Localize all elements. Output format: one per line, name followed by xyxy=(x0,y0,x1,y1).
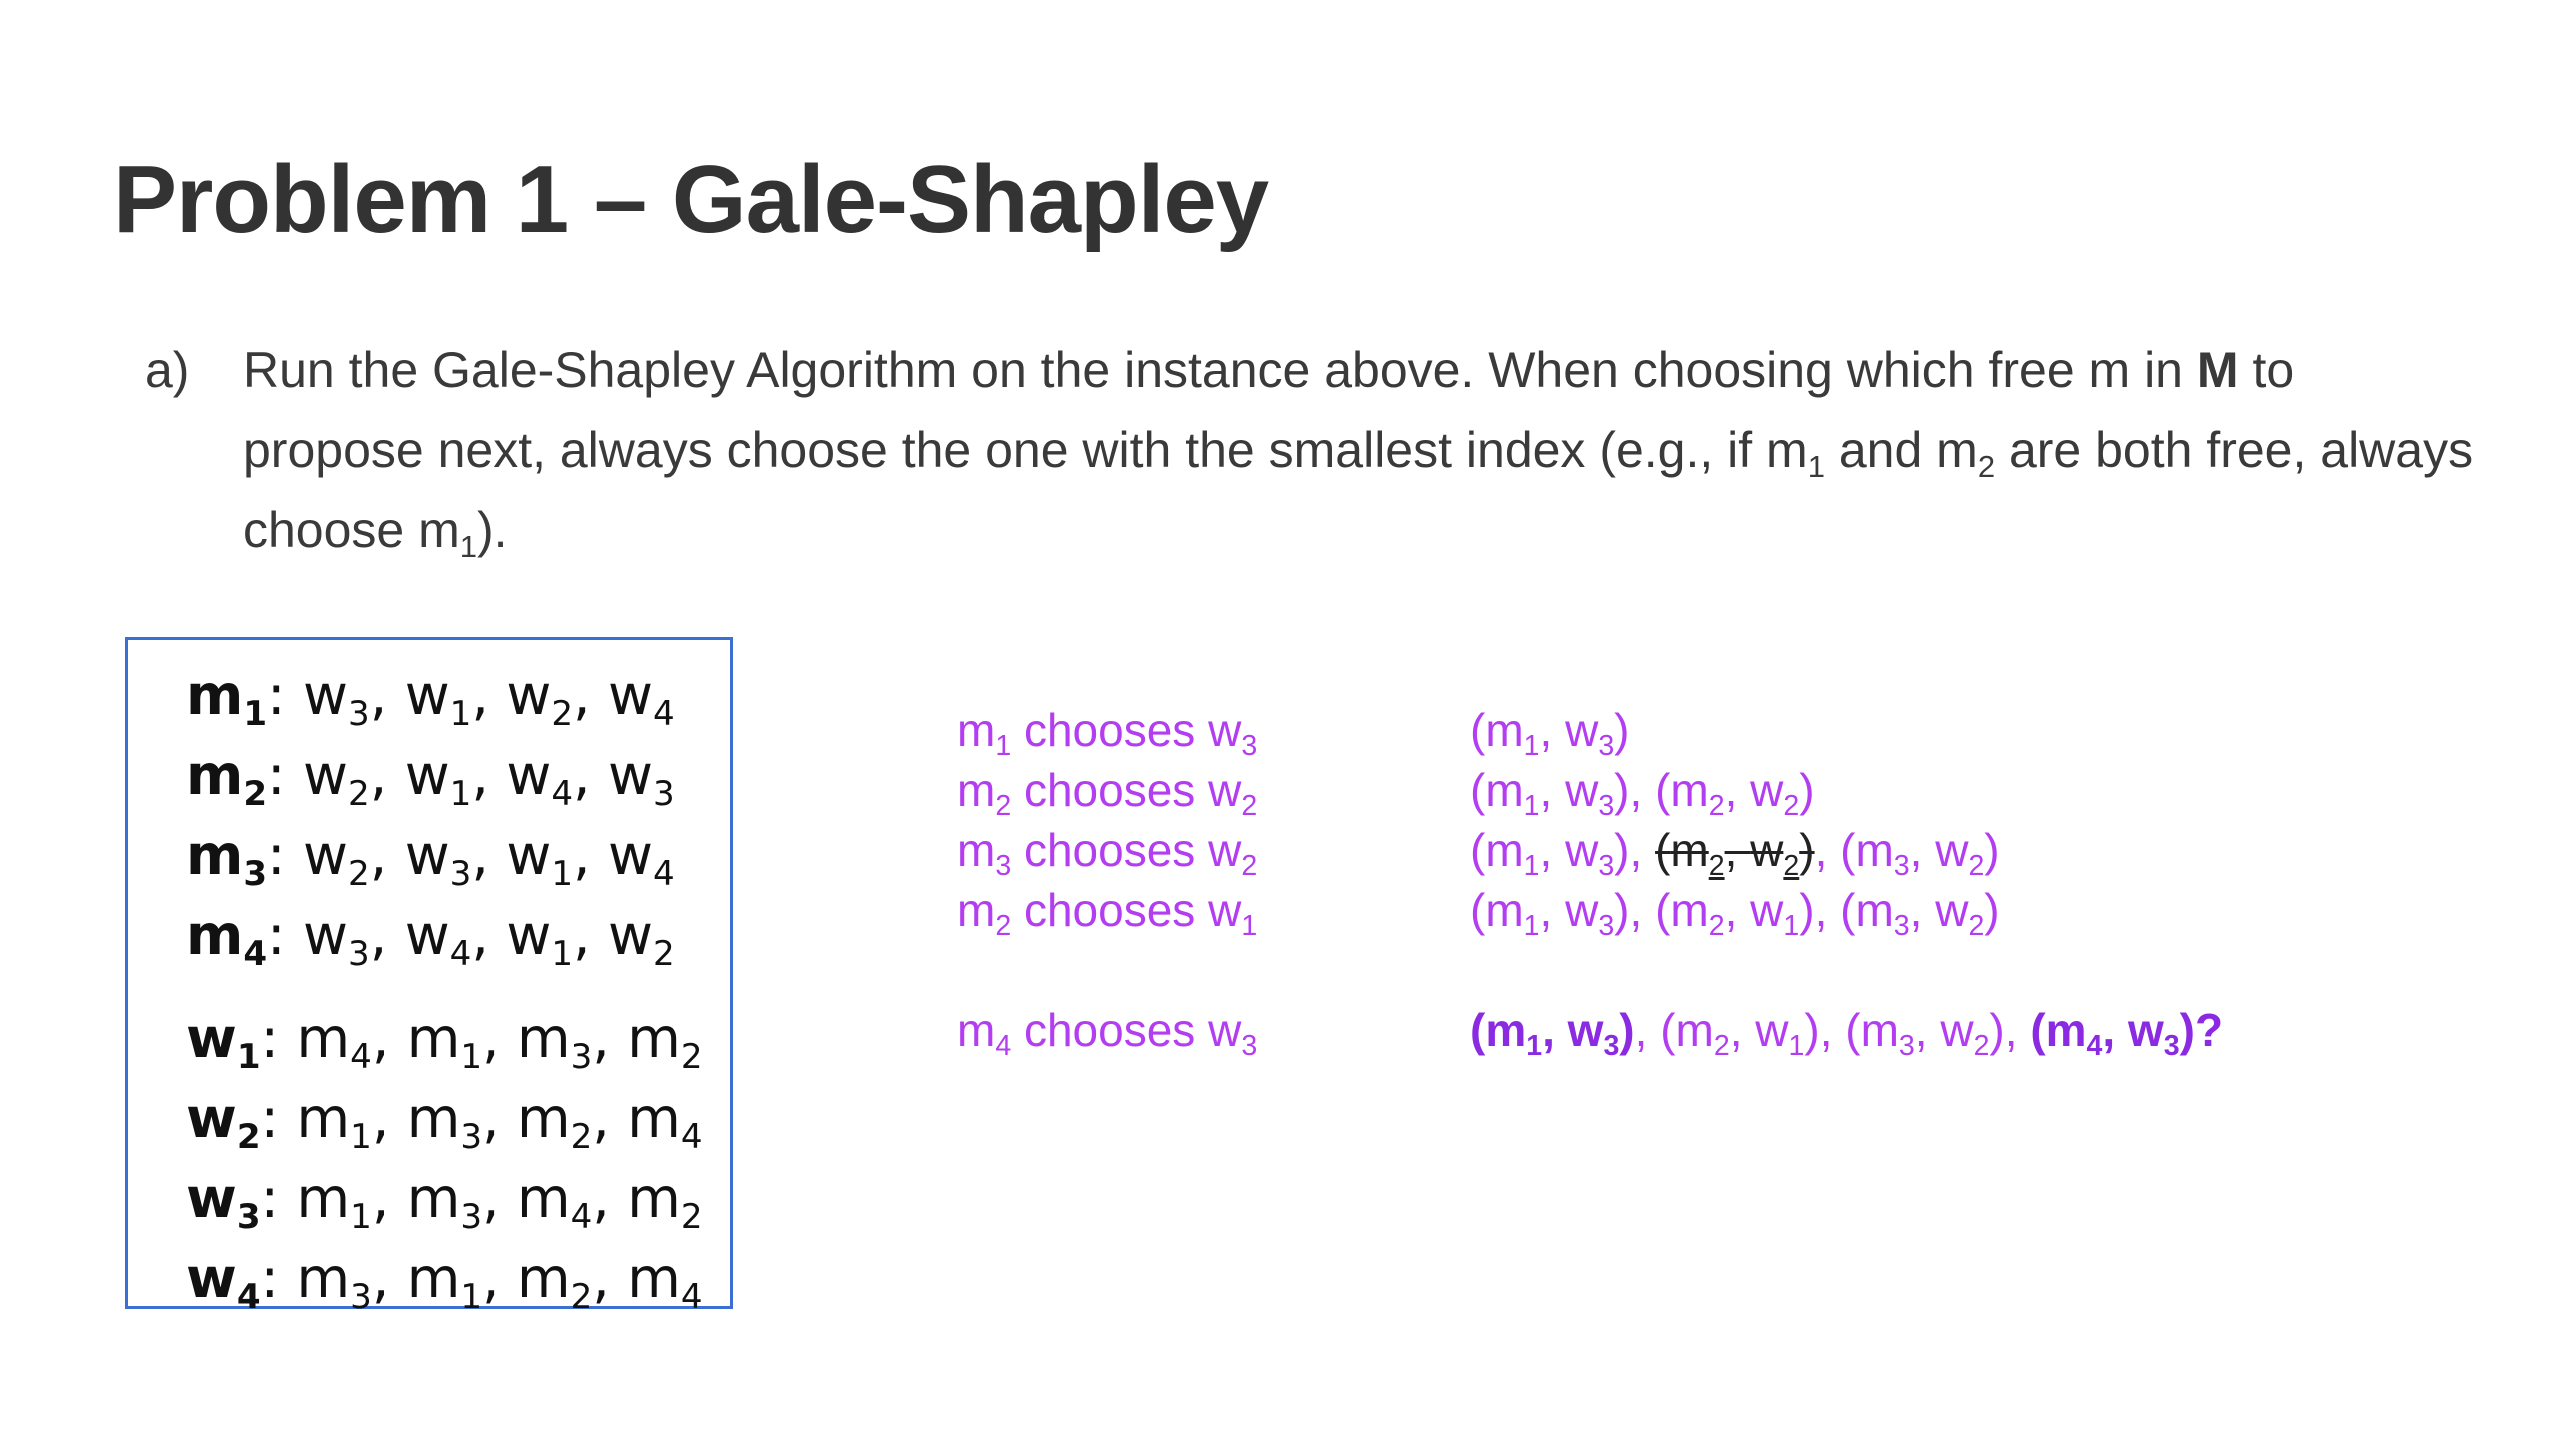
pref-row-w4: $w_4$: $m_3$, $m_1$, $m_2$, $m_4$ xyxy=(186,1246,703,1317)
matching-state xyxy=(1470,700,1630,763)
matching-state: ($m_1$, $w_3$), ($m_2$, $w_1$), ($m_3$, $w_2$), ($m_4$, $w_3$)? xyxy=(1470,1004,2224,1063)
slide-title: Problem 1 – Gale-Shapley xyxy=(113,146,1269,253)
proposal-step: $m_4$ chooses $w_3$ xyxy=(957,1004,1258,1063)
proposal-step: $m_3$ chooses $w_2$ xyxy=(957,824,1258,883)
pref-row-w1: $w_1$: $m_4$, $m_1$, $m_3$, $m_2$ xyxy=(186,1006,703,1077)
matched-pair: ($m_3$, $w_2$) xyxy=(1845,1004,2005,1063)
matched-pair: ($m_2$, $w_1$) xyxy=(1660,1004,1820,1063)
matched-pair: ($m_1$, $w_3$) xyxy=(1470,764,1630,823)
matched-pair: ($m_3$, $w_2$) xyxy=(1840,824,2000,883)
matched-pair: ($m_1$, $w_3$) xyxy=(1470,824,1630,883)
pref-row-w3: $w_3$: $m_1$, $m_3$, $m_4$, $m_2$ xyxy=(186,1166,703,1237)
matched-pair: ($m_4$, $w_3$) xyxy=(2030,1004,2195,1063)
matching-state: ($m_1$, $w_3$), ($m_2$, $w_2$) xyxy=(1470,764,1815,823)
question-a xyxy=(145,330,2475,570)
matching-state: ($m_1$, $w_3$), ($m_2$, $w_1$), ($m_3$, $w_2$) xyxy=(1470,884,2000,943)
pref-row-m3: $m_3$: $w_2$, $w_3$, $w_1$, $w_4$ xyxy=(186,823,675,894)
pref-row-w2: $w_2$: $m_1$, $m_3$, $m_2$, $m_4$ xyxy=(186,1086,703,1157)
question-text: Run the Gale-Shapley Algorithm on the instance above. When choosing which free m in M to propose next, always choose the one with the smallest index (e.g., if $m_1$ and $m_2$ are both free, always choose $m_1$). xyxy=(243,342,2474,564)
pref-row-m4: $m_4$: $w_3$, $w_4$, $w_1$, $w_2$ xyxy=(186,903,675,974)
matched-pair: ($m_1$, $w_3$) xyxy=(1470,1004,1635,1063)
matching-state: ($m_1$, $w_3$), ($m_2$, $w_2$), ($m_3$, $w_2$) xyxy=(1470,824,2000,883)
proposal-step: $m_2$ chooses $w_2$ xyxy=(957,764,1258,823)
question-mark: ? xyxy=(2194,1004,2224,1056)
proposal-step: $m_1$ chooses $w_3$ xyxy=(957,704,1258,763)
matched-pair: ($m_1$, $w_3$) xyxy=(1470,884,1630,943)
matched-pair: ($m_1$, $w_3$) xyxy=(1470,704,1630,763)
preference-lists-box xyxy=(125,637,733,1317)
matched-pair: ($m_2$, $w_1$) xyxy=(1655,884,1815,943)
question-label: a) xyxy=(145,342,190,398)
proposal-step: $m_2$ chooses $w_1$ xyxy=(957,884,1258,943)
matched-pair: ($m_2$, $w_2$) xyxy=(1655,824,1815,883)
pref-row-m2: $m_2$: $w_2$, $w_1$, $w_4$, $w_3$ xyxy=(186,743,675,814)
pref-row-m1: $m_1$: $w_3$, $w_1$, $w_2$, $w_4$ xyxy=(186,663,675,734)
matched-pair: ($m_3$, $w_2$) xyxy=(1840,884,2000,943)
matched-pair: ($m_2$, $w_2$) xyxy=(1655,764,1815,823)
